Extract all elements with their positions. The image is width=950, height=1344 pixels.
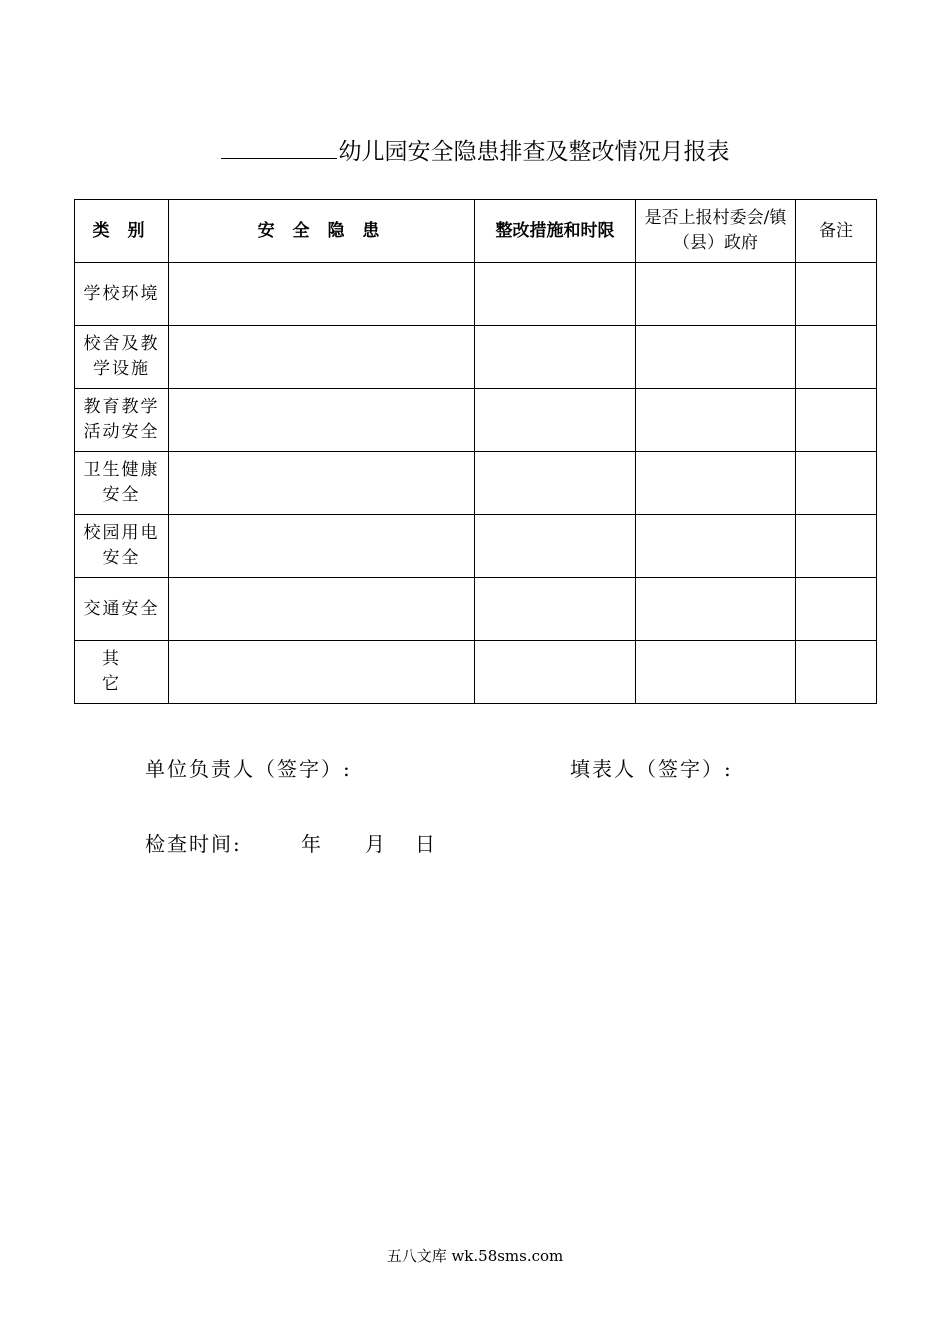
header-remarks: 备注: [796, 200, 877, 263]
hazard-cell[interactable]: [169, 326, 475, 389]
row-category: 学校环境: [75, 263, 169, 326]
page-title-text: 幼儿园安全隐患排查及整改情况月报表: [338, 139, 730, 165]
footer-watermark: 五八文库 wk.58sms.com: [386, 1247, 564, 1265]
measures-cell[interactable]: [475, 515, 636, 578]
row-category: 教育教学活动安全: [75, 389, 169, 452]
reported-cell[interactable]: [636, 326, 796, 389]
unit-head-signature: 单位负责人（签字）:: [145, 757, 352, 781]
remarks-cell[interactable]: [796, 515, 877, 578]
measures-cell[interactable]: [475, 641, 636, 704]
row-category: 卫生健康安全: [75, 452, 169, 515]
header-reported: [636, 200, 796, 263]
row-category: 交通安全: [75, 578, 169, 641]
hazard-cell[interactable]: [169, 641, 475, 704]
hazard-cell[interactable]: [169, 452, 475, 515]
kindergarten-name-blank[interactable]: [221, 132, 337, 159]
measures-cell[interactable]: [475, 263, 636, 326]
measures-cell[interactable]: [475, 389, 636, 452]
table-row: [75, 641, 877, 704]
row-category: 校园用电安全: [75, 515, 169, 578]
hazard-cell[interactable]: [169, 515, 475, 578]
header-category: 类 别: [75, 200, 169, 263]
check-date: [145, 830, 435, 858]
table-row: [75, 326, 877, 389]
hazard-cell[interactable]: [169, 263, 475, 326]
header-measures: 整改措施和时限: [475, 200, 636, 263]
row-category: 其 它: [75, 641, 169, 704]
page-title: [0, 132, 950, 169]
report-table: [74, 199, 877, 704]
header-reported-text: 是否上报村委会/镇（县）政府: [644, 208, 787, 253]
reported-cell[interactable]: [636, 641, 796, 704]
remarks-cell[interactable]: [796, 263, 877, 326]
table-row: [75, 389, 877, 452]
reported-cell[interactable]: [636, 263, 796, 326]
table-row: [75, 578, 877, 641]
hazard-cell[interactable]: [169, 389, 475, 452]
remarks-cell[interactable]: [796, 326, 877, 389]
hazard-cell[interactable]: [169, 578, 475, 641]
check-date-day: 日: [415, 832, 435, 856]
remarks-cell[interactable]: [796, 389, 877, 452]
measures-cell[interactable]: [475, 578, 636, 641]
reported-cell[interactable]: [636, 515, 796, 578]
reported-cell[interactable]: [636, 452, 796, 515]
measures-cell[interactable]: [475, 326, 636, 389]
row-category: 校舍及教学设施: [75, 326, 169, 389]
reported-cell[interactable]: [636, 389, 796, 452]
check-date-year: 年: [301, 832, 321, 856]
header-hazard: 安 全 隐 患: [169, 200, 475, 263]
table-row: [75, 263, 877, 326]
remarks-cell[interactable]: [796, 578, 877, 641]
remarks-cell[interactable]: [796, 452, 877, 515]
check-date-month: 月: [365, 832, 385, 856]
remarks-cell[interactable]: [796, 641, 877, 704]
filler-signature: 填表人（签字）:: [570, 757, 733, 781]
check-date-label: 检查时间:: [145, 832, 242, 856]
measures-cell[interactable]: [475, 452, 636, 515]
table-row: [75, 515, 877, 578]
table-header-row: [75, 200, 877, 263]
table-row: [75, 452, 877, 515]
reported-cell[interactable]: [636, 578, 796, 641]
